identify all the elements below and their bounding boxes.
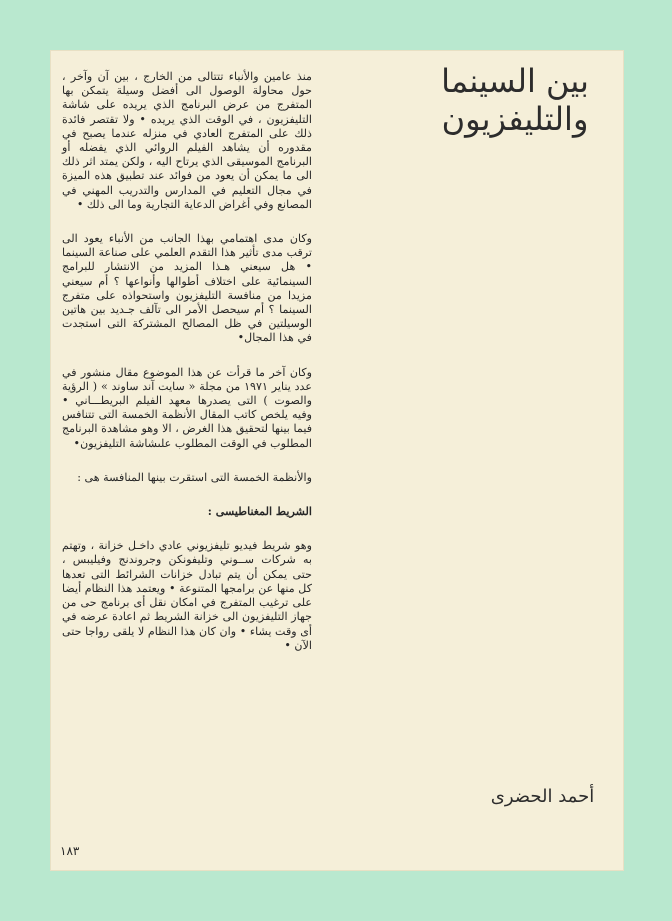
blank-column-space	[330, 160, 605, 735]
article-title	[395, 62, 635, 142]
paragraph-gap	[62, 212, 312, 232]
paragraph-gap	[62, 451, 312, 471]
paragraph-4: والأنظمة الخمسة التى استقرت بينها المنافسة هى :	[77, 470, 312, 484]
paragraph-gap	[62, 485, 312, 505]
page-number: ١٨٣	[60, 844, 80, 858]
paragraph-gap	[62, 346, 312, 366]
paragraph-1: منذ عامين والأنباء تتتالى من الخارج ، بين آن وآخر ، حول محاولة الوصول الى أفضل وسيلة يتمكن بها المتفرج من عرض البرنامج الذي يريده على شاشة التليفزيون ، في الوقت الذي يريده • ولا تقتصر فائدة ذلك على المتفرج العادي في منزله عندما يصبح في مقدوره أن يشاهد الفيلم الروائي الذي يفضله أو البرنامج الموسيقى الذي يرتاح اليه ، ولكن يمتد اثر ذلك الى ما يمكن أن يعود من فوائد عند تطبيق هذه الميزة في مجال التعليم في المدارس والتدريب المهني في المصانع وفي أغراض الدعاية التجارية وما الى ذلك •	[62, 70, 312, 211]
article-body	[62, 70, 312, 653]
article-title-line-1: بين السينما	[441, 62, 589, 100]
paragraph-gap	[62, 519, 312, 539]
author-name: أحمد الحضرى	[490, 786, 595, 807]
paragraph-5: وهو شريط فيديو تليفزيوني عادي داخـل خزانة ، وتهتم به شركات ســوني وتليفونكن وجروندنج وفيليبس ، حتى يمكن أن يتم تبادل خزانات الشرائط التى تعدها كل منها عن برامجها المتنوعة • ويعتمد هذا النظام أيضا على ترغيب المتفرج في امكان نقل أى برنامج حى من جهاز التليفزيون الى خزانة الشريط ثم اعادة عرضه في أى وقت يشاء • وان كان هذا النظام لا يلقى رواجا حتى الآن •	[62, 539, 312, 652]
paragraph-2: وكان مدى اهتمامي بهذا الجانب من الأنباء يعود الى ترقب مدى تأثير هذا التقدم العلمي على صناعة السينما • هل سيعني هـذا المزيد من الانتشار للبرامج السينمائية على اختلاف أطوالها وأنواعها ؟ أم سيعني مزيدا من منافسة التليفزيون واستحواذه على متفرج السينما ؟ أم سيحصل الأمر الى تآلف جـديد بين هاتين الوسيلتين في ظل المصالح المشتركة التى استجدت في هذا المجال•	[62, 232, 312, 345]
article-title-line-2: والتليفزيون	[441, 100, 589, 138]
section-heading: الشريط المغناطيسى :	[207, 505, 312, 519]
paragraph-3: وكان آخر ما قرأت عن هذا الموضوع مقال منشور في عدد يناير ١٩٧١ من مجلة « سايت آند ساوند » ( الرؤية والصوت ) التى يصدرها معهد الفيلم البريطـــاني • وفيه يلخص كاتب المقال الأنظمة الخمسة التى تتنافس فيما بينها لتحقيق هذا الغرض ، الا وهو مشاهدة البرنامج المطلوب في الوقت المطلوب علىشاشة التليفزيون•	[62, 365, 312, 450]
